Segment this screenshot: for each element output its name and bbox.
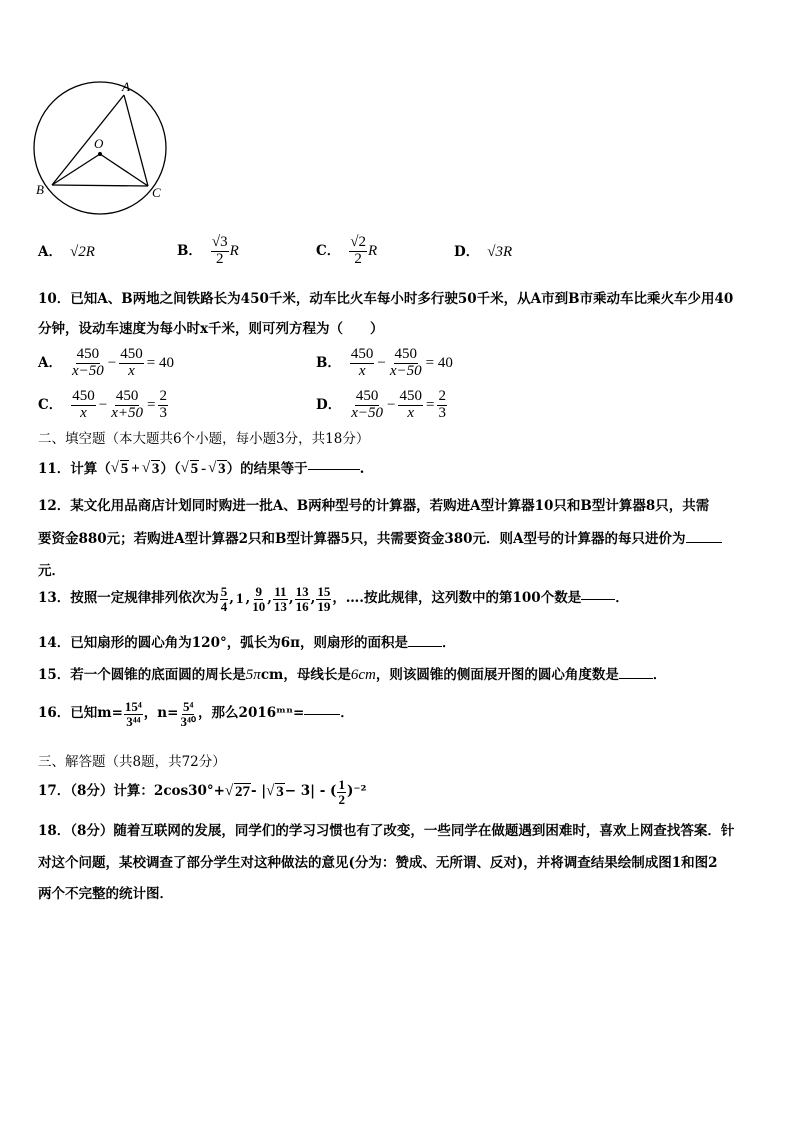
label-a: A xyxy=(122,79,130,94)
label-c: C xyxy=(152,185,161,200)
side-ab xyxy=(52,95,124,185)
q11-answer-blank xyxy=(308,469,360,470)
q12-line3: 元． xyxy=(38,563,65,579)
q10-line2: 分钟，设动车速度为每小时x千米，则可列方程为（ ） xyxy=(38,321,384,337)
label-o: O xyxy=(94,136,104,151)
q10-option-a: A． $\frac{450}{x-50}$ − $\frac{450}{x}$ = 40 xyxy=(38,346,174,379)
q10-line1: 10．已知A、B两地之间铁路长为450千米，动车比火车每小时多行驶50千米，从A市到B市乘动车比乘火车少用40 xyxy=(38,291,734,307)
q15: 15．若一个圆锥的底面圆的周长是5πcm，母线长是6cm，则该圆锥的侧面展开图的圆心角度数是 ． xyxy=(38,667,667,683)
section-2-heading: 二、填空题（本大题共6个小题，每小题3分，共18分） xyxy=(38,431,370,447)
center-point xyxy=(98,152,102,156)
q12-line2: 要资金880元；若购进A型计算器2只和B型计算器5只，共需要资金380元．则A型号的计算器的每只进价为 xyxy=(38,533,722,547)
circle-figure xyxy=(30,78,180,218)
q9-option-c: C． $\frac{√2}{2}$ R xyxy=(316,234,378,267)
q13: 13．按照一定规律排列依次为 $\frac{5}{4}$ , 1 , $\frac{9}{10}$ , $\frac{11}{13}$ , $\frac{13}{16}$ , $\frac{15}{19}$ ，….按此规律，这列数中的第100个数是 ． xyxy=(38,584,629,614)
label-b: B xyxy=(36,182,44,197)
q9-option-b: B． $\frac{√3}{2}$ R xyxy=(177,234,239,267)
q10-option-c: C． $\frac{450}{x}$ − $\frac{450}{x+50}$ = $\frac{2}{3}$ xyxy=(38,388,167,421)
q15-answer-blank xyxy=(619,678,653,679)
q9-option-a: A． √2R xyxy=(38,243,95,260)
q13-answer-blank xyxy=(581,599,615,600)
q16: 16．已知m= $\frac{\text{15⁴}}{\text{3⁴⁴}}$ ，n= $\frac{\text{5⁴}}{\text{3⁴⁰}}$ ，那么2016ᵐⁿ= ． xyxy=(38,699,354,729)
q12-line1: 12．某文化用品商店计划同时购进一批A、B两种型号的计算器，若购进A型计算器10只和B型计算器8只，共需 xyxy=(38,498,710,514)
section-3-heading: 三、解答题（共8题，共72分） xyxy=(38,754,226,770)
q14: 14．已知扇形的圆心角为120°，弧长为6π，则扇形的面积是 ． xyxy=(38,635,456,651)
q11: 11．计算（ √ 5 + √ 3 ）（ √ 5 - √ 3 ）的结果等于 . xyxy=(38,462,364,477)
q18-line2: 对这个问题，某校调查了部分学生对这种做法的意见(分为：赞成、无所谓、反对)，并将调查结果绘制成图1和图2 xyxy=(38,855,718,871)
q18-line1: 18．（8分）随着互联网的发展，同学们的学习习惯也有了改变，一些同学在做题遇到困难时，喜欢上网查找答案．针 xyxy=(38,823,735,839)
q14-answer-blank xyxy=(408,646,442,647)
q10-option-b: B． $\frac{450}{x}$ − $\frac{450}{x-50}$ = 40 xyxy=(316,346,453,379)
q17: 17．（8分）计算：2cos30°+ √ 27 - | √ 3 − 3| - ( $\frac{1}{2}$ )⁻² xyxy=(38,778,366,806)
segment-ob xyxy=(52,154,100,185)
q10-option-d: D． $\frac{450}{x-50}$ − $\frac{450}{x}$ = $\frac{2}{3}$ xyxy=(316,388,446,421)
q9-option-d: D． √3R xyxy=(454,243,513,260)
q12-answer-blank xyxy=(686,542,722,543)
side-bc xyxy=(52,185,148,186)
q16-answer-blank xyxy=(304,714,340,715)
q18-line3: 两个不完整的统计图． xyxy=(38,886,173,902)
